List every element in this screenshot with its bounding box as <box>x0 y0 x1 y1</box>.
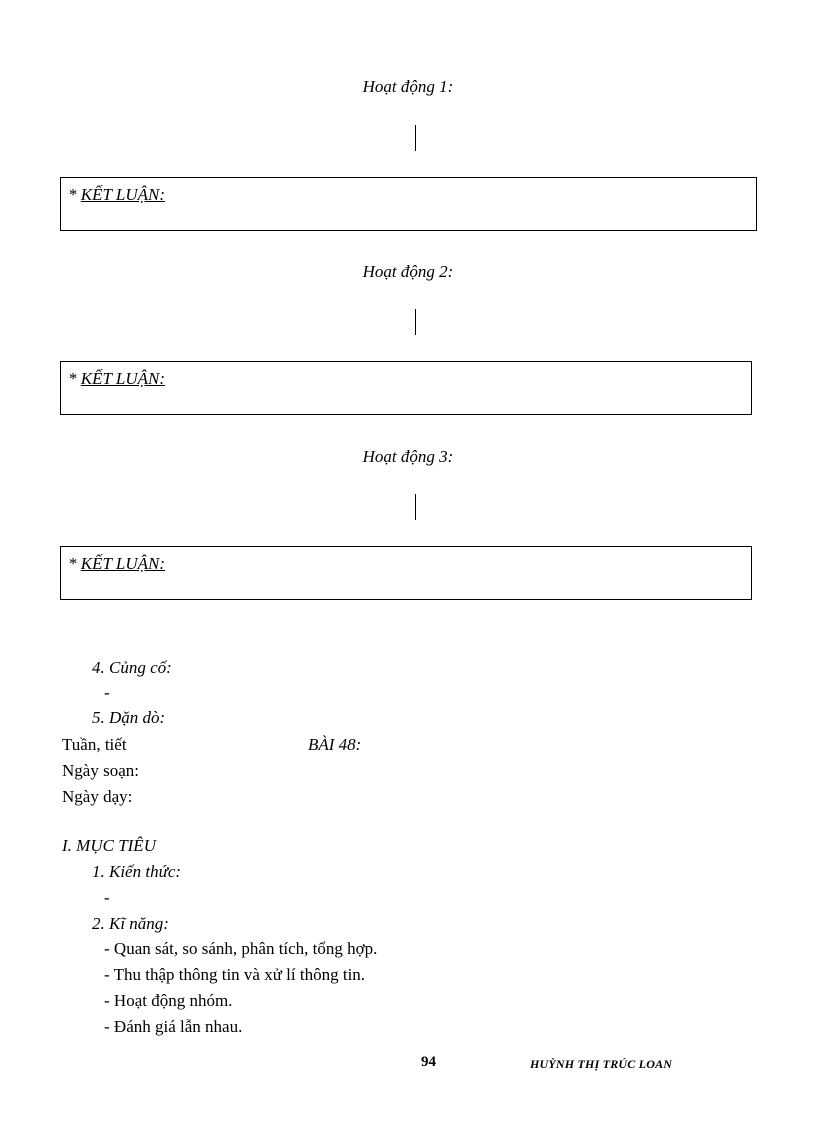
conclusion-prefix: * <box>68 185 81 204</box>
activity-3-conclusion-box <box>60 546 752 600</box>
week-period-label: Tuần, tiết <box>62 735 127 754</box>
lesson-number: BÀI 48: <box>308 735 362 754</box>
knowledge-dash: - <box>104 888 110 907</box>
homework-heading: 5. Dặn dò: <box>92 708 166 727</box>
activity-1-connector <box>415 125 416 151</box>
consolidation-heading: 4. Củng cố: <box>92 658 172 677</box>
conclusion-label: KẾT LUẬN: <box>80 185 165 204</box>
activity-2-conclusion <box>68 369 165 389</box>
conclusion-prefix: * <box>68 554 81 573</box>
skill-item: - Đánh giá lẫn nhau. <box>104 1017 243 1036</box>
activity-2-title: Hoạt động 2: <box>362 262 454 281</box>
knowledge-heading: 1. Kiến thức: <box>92 862 182 881</box>
objectives-heading: I. MỤC TIÊU <box>62 836 156 855</box>
activity-3-connector <box>415 494 416 520</box>
skill-item: - Thu thập thông tin và xử lí thông tin. <box>104 965 366 984</box>
skill-item: - Quan sát, so sánh, phân tích, tổng hợp. <box>104 939 378 958</box>
skill-item: - Hoạt động nhóm. <box>104 991 233 1010</box>
conclusion-label: KẾT LUẬN: <box>80 554 165 573</box>
author-name: HUỲNH THỊ TRÚC LOAN <box>530 1057 673 1071</box>
activity-3-title: Hoạt động 3: <box>362 447 454 466</box>
activity-1-conclusion <box>68 185 165 205</box>
consolidation-dash: - <box>104 683 110 702</box>
conclusion-prefix: * <box>68 369 81 388</box>
activity-1-title: Hoạt động 1: <box>362 77 454 96</box>
prep-date-label: Ngày soạn: <box>62 761 139 780</box>
activity-3-conclusion <box>68 554 165 574</box>
activity-1-conclusion-box <box>60 177 757 231</box>
skills-heading: 2. Kĩ năng: <box>92 914 169 933</box>
conclusion-label: KẾT LUẬN: <box>80 369 165 388</box>
activity-2-connector <box>415 309 416 335</box>
teach-date-label: Ngày dạy: <box>62 787 133 806</box>
page-number: 94 <box>421 1054 436 1070</box>
activity-2-conclusion-box <box>60 361 752 415</box>
